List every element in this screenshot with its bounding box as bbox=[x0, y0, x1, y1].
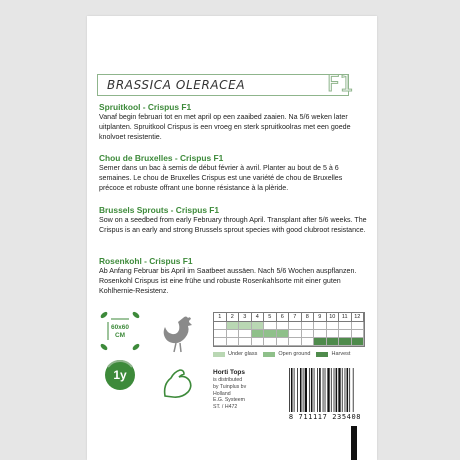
barcode-bar bbox=[325, 368, 326, 412]
calendar-grid bbox=[213, 312, 365, 347]
calendar-cell bbox=[277, 322, 290, 330]
supplier-line: is distributed bbox=[213, 377, 243, 383]
supplier-line: by Tuinplus bv bbox=[213, 383, 247, 390]
latin-name: BRASSICA OLERACEA bbox=[107, 78, 246, 92]
barcode-bar bbox=[311, 368, 313, 412]
calendar-month-label: 5 bbox=[264, 313, 277, 322]
barcode-bar bbox=[297, 368, 298, 412]
calendar-cell bbox=[227, 330, 240, 338]
barcode-bar bbox=[336, 368, 338, 412]
calendar-cell bbox=[352, 322, 365, 330]
color-mark bbox=[351, 426, 357, 460]
barcode-bar bbox=[291, 368, 293, 412]
calendar-cell bbox=[264, 322, 277, 330]
supplier-line: ST. / H472 bbox=[213, 404, 238, 411]
calendar-cell bbox=[252, 322, 265, 330]
strong-variety-icon bbox=[161, 366, 197, 400]
calendar-cell bbox=[352, 330, 365, 338]
calendar-cell bbox=[289, 338, 302, 346]
calendar-cell bbox=[227, 322, 240, 330]
calendar-month-label: 8 bbox=[302, 313, 315, 322]
barcode-bar bbox=[345, 368, 346, 412]
barcode-bar bbox=[314, 368, 315, 412]
barcode-bar bbox=[338, 368, 340, 412]
calendar-cell bbox=[302, 330, 315, 338]
calendar-month-label: 3 bbox=[239, 313, 252, 322]
barcode-bar bbox=[300, 368, 302, 412]
barcode-bar bbox=[309, 368, 310, 412]
section-english bbox=[99, 205, 367, 235]
latin-name-box bbox=[97, 74, 349, 96]
section-title: Brussels Sprouts - Crispus F1 bbox=[99, 205, 220, 215]
calendar-month-label: 1 bbox=[214, 313, 227, 322]
spacing-value: 60x60 bbox=[110, 324, 130, 331]
calendar-cell bbox=[327, 322, 340, 330]
supplier-brand: Horti Tops bbox=[213, 369, 246, 376]
barcode-bar bbox=[342, 368, 343, 412]
section-body: Semer dans un bac à semis de début février à avril. Planter au bout de 5 à 6 semaines. Le chou de Bruxelles Crispus est une variété de chou de Bruxelles précoce et robuste offrant une bonne résistance à la plèride. bbox=[99, 164, 343, 193]
f1-badge: F1 bbox=[327, 72, 354, 97]
calendar-cell bbox=[327, 330, 340, 338]
section-german bbox=[99, 256, 367, 297]
calendar-cell bbox=[314, 322, 327, 330]
calendar-cell bbox=[327, 338, 340, 346]
barcode-bar bbox=[331, 368, 332, 412]
calendar-cell bbox=[289, 322, 302, 330]
legend-label: Open ground bbox=[278, 351, 311, 357]
section-body: Sow on a seedbed from early February through April. Transplant after 5/6 weeks. The Crispus is an early and strong Brussels sprout species with good clubroot resistance. bbox=[99, 216, 367, 235]
barcode-bar bbox=[347, 368, 349, 412]
calendar-cell bbox=[352, 338, 365, 346]
barcode-bar bbox=[317, 368, 318, 412]
calendar-cell bbox=[314, 330, 327, 338]
calendar-cell bbox=[239, 322, 252, 330]
supplier-info bbox=[213, 368, 273, 411]
supplier-line: E.G. Systeem bbox=[213, 397, 245, 404]
sowing-calendar bbox=[213, 312, 365, 357]
calendar-month-label: 6 bbox=[277, 313, 290, 322]
barcode-bar bbox=[334, 368, 335, 412]
calendar-cell bbox=[239, 338, 252, 346]
calendar-month-label: 7 bbox=[289, 313, 302, 322]
calendar-cell bbox=[277, 330, 290, 338]
calendar-cell bbox=[252, 338, 265, 346]
legend-item bbox=[263, 351, 310, 357]
barcode-bar bbox=[327, 368, 329, 412]
barcode-bar bbox=[289, 368, 290, 412]
spacing-text bbox=[99, 324, 141, 340]
barcode-bar bbox=[349, 368, 350, 412]
calendar-month-label: 2 bbox=[227, 313, 240, 322]
calendar-cell bbox=[339, 330, 352, 338]
section-title: Chou de Bruxelles - Crispus F1 bbox=[99, 153, 224, 163]
barcode-bar bbox=[353, 368, 354, 412]
section-french bbox=[99, 153, 367, 194]
rooster-icon bbox=[159, 314, 199, 356]
legend-item bbox=[316, 351, 350, 357]
section-body: Vanaf begin februari tot en met april op een zaaibed zaaien. Na 5/6 weken later uitplanten. Spruitkool Crispus is een vroeg en sterk spruitkoolras met een goede knolvoet resistentie. bbox=[99, 113, 351, 142]
calendar-cell bbox=[227, 338, 240, 346]
calendar-cell bbox=[339, 338, 352, 346]
calendar-cell bbox=[264, 338, 277, 346]
calendar-month-label: 10 bbox=[327, 313, 340, 322]
calendar-legend bbox=[213, 351, 365, 357]
supplier-line: Holland bbox=[213, 390, 231, 397]
calendar-month-label: 12 bbox=[352, 313, 365, 322]
calendar-month-label: 9 bbox=[314, 313, 327, 322]
section-body: Ab Anfang Februar bis April im Saatbeet aussäen. Nach 5/6 Wochen auspflanzen. Rosenkohl Crispus ist eine frühe und robuste Rosenkahlsorte mit einer guten Kohlhernie-Resistenz. bbox=[99, 267, 357, 296]
spacing-unit: CM bbox=[114, 332, 126, 339]
barcode bbox=[287, 368, 369, 412]
calendar-cell bbox=[214, 322, 227, 330]
calendar-cell bbox=[214, 338, 227, 346]
barcode-bar bbox=[294, 368, 295, 412]
legend-label: Under glass bbox=[228, 351, 258, 357]
section-dutch bbox=[99, 102, 367, 143]
calendar-cell bbox=[214, 330, 227, 338]
calendar-cell bbox=[277, 338, 290, 346]
barcode-bar bbox=[323, 368, 324, 412]
barcode-bar bbox=[305, 368, 307, 412]
barcode-bar bbox=[303, 368, 304, 412]
legend-swatch bbox=[263, 352, 275, 357]
lifecycle-label: 1y bbox=[113, 368, 127, 382]
legend-item bbox=[213, 351, 257, 357]
seed-packet-back bbox=[87, 16, 377, 460]
calendar-month-label: 4 bbox=[252, 313, 265, 322]
legend-swatch bbox=[213, 352, 225, 357]
calendar-cell bbox=[302, 322, 315, 330]
calendar-cell bbox=[302, 338, 315, 346]
legend-swatch bbox=[316, 352, 328, 357]
calendar-cell bbox=[264, 330, 277, 338]
barcode-number: 8 711117 235408 bbox=[288, 413, 362, 421]
calendar-cell bbox=[289, 330, 302, 338]
calendar-month-label: 11 bbox=[339, 313, 352, 322]
barcode-bar bbox=[319, 368, 321, 412]
calendar-cell bbox=[252, 330, 265, 338]
legend-label: Harvest bbox=[331, 351, 351, 357]
calendar-cell bbox=[314, 338, 327, 346]
section-title: Spruitkool - Crispus F1 bbox=[99, 102, 192, 112]
calendar-cell bbox=[339, 322, 352, 330]
section-title: Rosenkohl - Crispus F1 bbox=[99, 256, 193, 266]
calendar-cell bbox=[239, 330, 252, 338]
